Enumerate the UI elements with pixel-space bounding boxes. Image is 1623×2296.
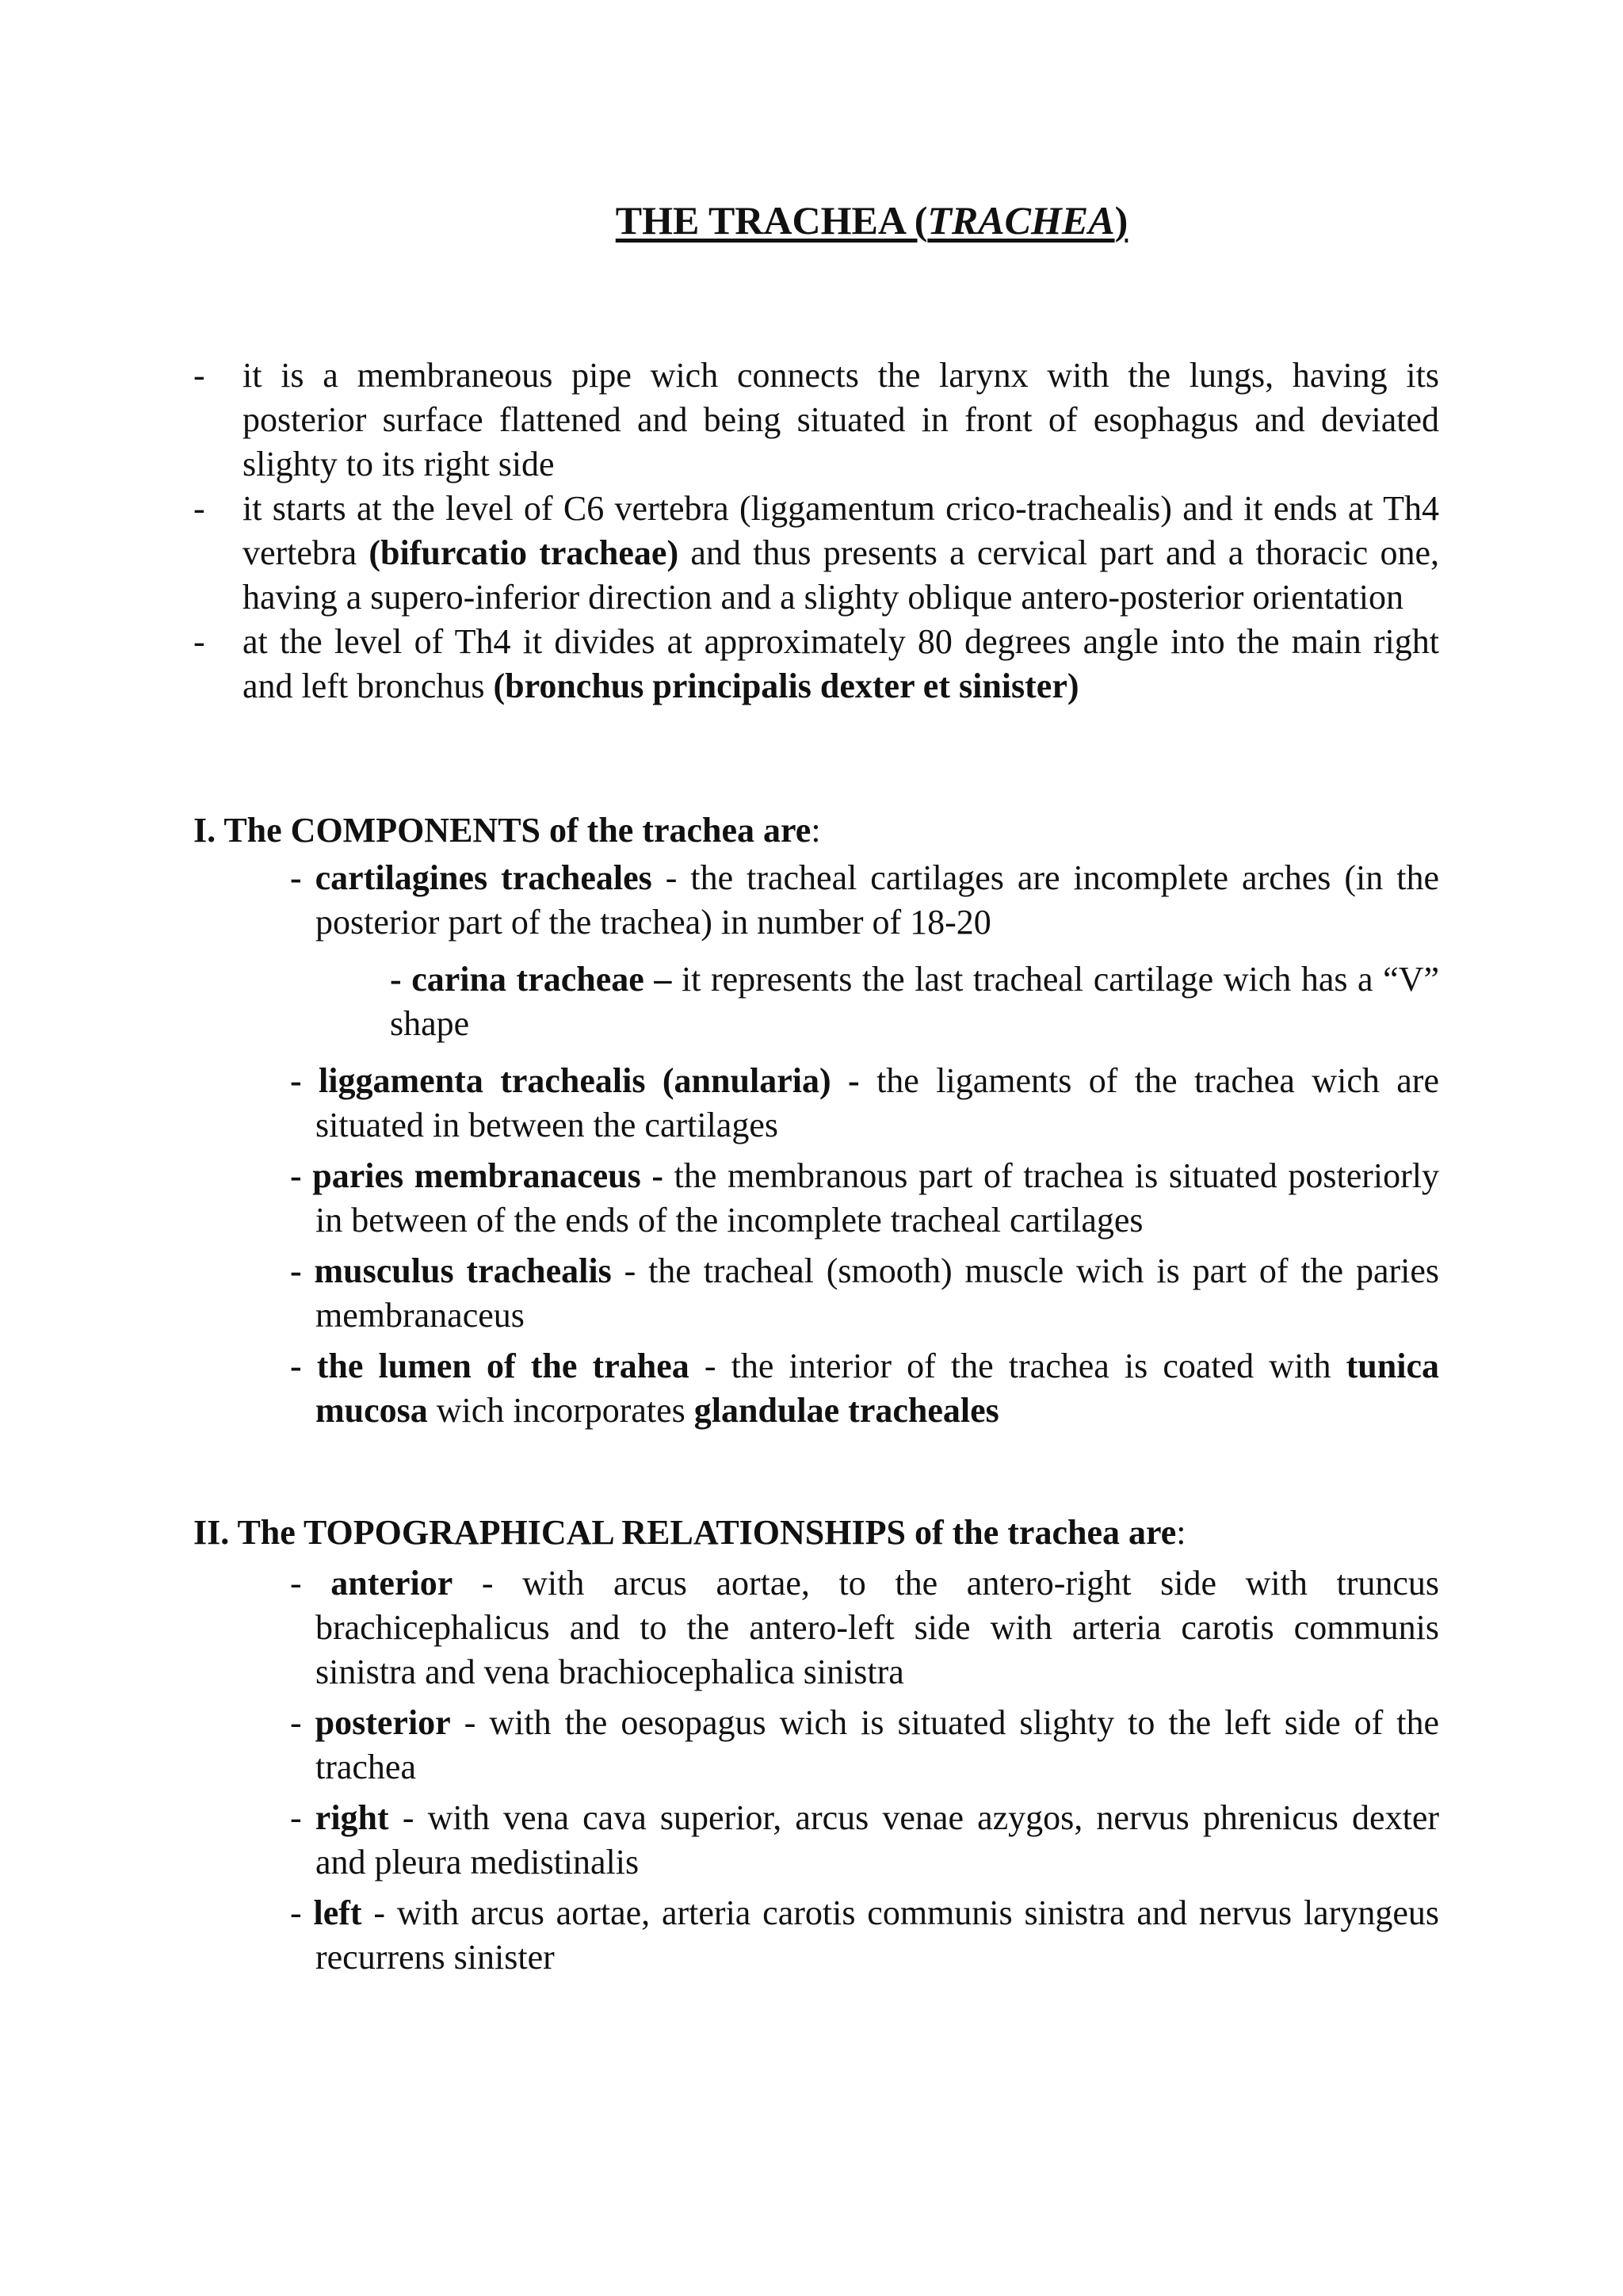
components-heading-colon: : <box>811 811 821 850</box>
title-text: THE TRACHEA ( <box>615 198 928 243</box>
intro-bold-term: (bronchus principalis dexter et sinister) <box>493 667 1079 705</box>
component-item-4 <box>290 1154 1439 1243</box>
topography-term: right <box>315 1798 389 1837</box>
component-term: - carina tracheae – <box>390 960 672 999</box>
topography-item-4 <box>290 1891 1439 1980</box>
component-item-5 <box>290 1249 1439 1338</box>
intro-item-1 <box>193 353 1439 487</box>
component-term: - liggamenta trachealis (annularia) - <box>290 1061 860 1100</box>
intro-item-2 <box>193 487 1439 620</box>
components-heading-text: I. The COMPONENTS of the trachea are <box>193 811 812 850</box>
component-text: - the interior of the trachea is coated with <box>689 1347 1346 1385</box>
topography-text: - with arcus aortae, to the antero-right side with truncus brachicephalicus and to the antero-left side with arteria carotis communis sinistra and vena brachiocephalica sinistra <box>315 1564 1440 1691</box>
topography-item-1 <box>290 1561 1439 1694</box>
component-item-1 <box>290 856 1439 945</box>
dash-marker: - <box>193 489 205 528</box>
topography-text: - with vena cava superior, arcus venae azygos, nervus phrenicus dexter and pleura medistinalis <box>315 1798 1439 1881</box>
dash-marker: - <box>290 1798 302 1837</box>
topography-term: posterior <box>315 1703 451 1742</box>
intro-item-3 <box>193 620 1439 709</box>
topography-item-3 <box>290 1796 1439 1885</box>
component-bold-term: tunica mucosa <box>315 1347 1440 1430</box>
intro-item-text: it starts at the level of C6 vertebra (liggamentum crico-trachealis) and it ends at Th4 vertebra <box>242 489 1439 572</box>
topography-item-2 <box>290 1701 1439 1790</box>
title-italic: TRACHEA <box>927 198 1115 243</box>
components-list <box>290 856 1439 951</box>
intro-list <box>193 353 1439 709</box>
page-title <box>0 197 1623 244</box>
dash-marker: - <box>193 622 205 661</box>
intro-item-text-cont: and thus presents a cervical part and a thoracic one, having a supero-inferior direction and a slighty oblique antero-posterior orientation <box>242 533 1439 617</box>
topography-list <box>290 1561 1439 1986</box>
component-text: it represents the last tracheal cartilage wich has a “V” shape <box>390 960 1439 1043</box>
component-text: wich incorporates <box>427 1391 694 1430</box>
component-term: - musculus trachealis <box>290 1251 612 1290</box>
component-text: - the tracheal (smooth) muscle wich is part of the paries membranaceus <box>315 1251 1439 1335</box>
dash-marker: - <box>193 356 205 395</box>
intro-item-text: it is a membraneous pipe wich connects the larynx with the lungs, having its posterior surface flattened and being situated in front of esophagus and deviated slighty to its right side <box>242 356 1439 483</box>
components-sublist <box>390 957 1439 1052</box>
dash-marker: - <box>290 1893 302 1932</box>
component-item-2 <box>390 957 1439 1046</box>
dash-marker: - <box>290 1564 302 1603</box>
topography-text: - with arcus aortae, arteria carotis communis sinistra and nervus laryngeus recurrens sinister <box>315 1893 1440 1977</box>
title-close: ) <box>1114 198 1128 243</box>
component-bold-term: glandulae tracheales <box>693 1391 999 1430</box>
component-term: - the lumen of the trahea <box>290 1347 689 1385</box>
intro-item-text: at the level of Th4 it divides at approximately 80 degrees angle into the main right and left bronchus <box>242 622 1439 705</box>
components-list-cont <box>290 1059 1439 1439</box>
topography-heading-colon: : <box>1176 1513 1186 1552</box>
topography-term: anterior <box>330 1564 453 1603</box>
component-text: the ligaments of the trachea wich are situated in between the cartilages <box>315 1061 1439 1144</box>
topography-heading-text: II. The TOPOGRAPHICAL RELATIONSHIPS of the trachea are <box>193 1513 1177 1552</box>
intro-bold-term: (bifurcatio tracheae) <box>369 533 679 572</box>
topography-heading <box>193 1511 1461 1555</box>
dash-marker: - <box>290 1703 302 1742</box>
component-term: - paries membranaceus - <box>290 1156 664 1195</box>
component-item-6 <box>290 1344 1439 1433</box>
component-text: the membranous part of trachea is situated posteriorly in between of the ends of the incomplete tracheal cartilages <box>315 1156 1439 1240</box>
topography-text: - with the oesopagus wich is situated slighty to the left side of the trachea <box>315 1703 1440 1786</box>
component-term: - cartilagines tracheales <box>290 858 652 897</box>
components-heading <box>193 808 1461 853</box>
topography-term: left <box>313 1893 362 1932</box>
component-text: - the tracheal cartilages are incomplete arches (in the posterior part of the trachea) in number of 18-20 <box>315 858 1440 942</box>
component-item-3 <box>290 1059 1439 1148</box>
